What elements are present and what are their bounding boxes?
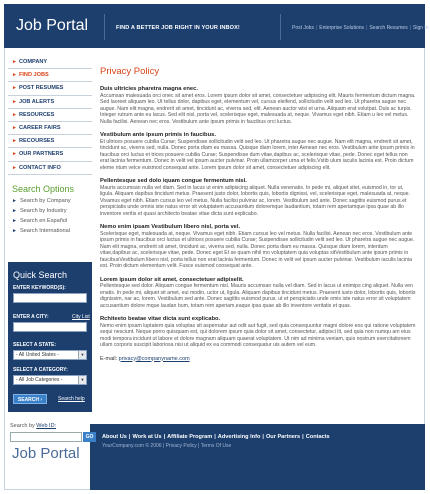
- footer-logo: Job Portal: [12, 445, 80, 462]
- city-list-link[interactable]: City List: [72, 314, 90, 320]
- header-divider: [280, 14, 281, 40]
- arrow-right-icon: ►: [12, 207, 17, 214]
- search-option-industry[interactable]: [8, 208, 92, 214]
- search-button[interactable]: [13, 394, 47, 404]
- quick-search-panel: [8, 262, 92, 412]
- quick-search-title: Quick Search: [13, 270, 68, 280]
- category-label: SELECT A CATEGORY:: [13, 367, 68, 373]
- arrow-right-icon: ►: [12, 217, 17, 224]
- section-body: Pellentesque sed dolor. Aliquam congue fermentum nisl. Mauris accumsan nulla vel diam. Sed in lacus ut enimips cing aliquet. Nulla ven enatis. In pede mi, aliquet sit amet, eui modin, uctor ut, ligula. Aliquam dapibus tincidunt metus. Praesent iusto dolor, lobortis quis, lobortis dignissim, nar ac, lorem. Vestibulum sed ante. Donec sagittis euismod purus. ut et perspiciatis unde omis iste natus error sit voluptatem accusantium dolore mque laudan bum, totam rem aperiam,eaque ipsa quae ab illo inventore veritatis et quas.: [100, 283, 416, 309]
- footer-link-partners[interactable]: Our Partners: [265, 434, 301, 440]
- nav-label: RECOURSES: [18, 138, 55, 145]
- webid-link[interactable]: Web ID:: [36, 423, 57, 429]
- state-label: SELECT A STATE:: [13, 342, 57, 348]
- section-body: Et ultrices posuere cubilia Curae; Suspendisse sollicitudin velit sed leo. Ut pharetra augue nec augue. Nam elit magna, endrerit sit amet, tincidunt ac, viverra sed, nulla. Donec porta diam eu massa. Quisque diam lorem, inter Aenean nec eros. Vestibulum ante ipsum primis in faucibus orci luctus et trices posuere cubilia Curae; Suspendisse dum vitae,dapibus ac, scelerisque vitae, pede. Donec eget tellus non erat lacinia fermentum. Donec in velit vel ipsum aucter pulvinar. Proin ullamcorper urna et felis.Vstib ulum iaculis lacinia est. Proin dictum eleme ntum velce euismod consequat ante. Lorem ipsum dolor sit amet, consectetuer adipiscing elit.: [100, 138, 415, 171]
- arrow-right-icon: ►: [12, 197, 17, 204]
- arrow-right-icon: ►: [12, 151, 17, 158]
- page-title: Privacy Policy: [100, 66, 160, 77]
- city-label: ENTER A CITY:: [13, 314, 49, 320]
- search-help-link[interactable]: Search help: [58, 396, 85, 402]
- site-logo[interactable]: Job Portal: [16, 17, 89, 34]
- email-line: [100, 356, 418, 362]
- header-link-enterprise[interactable]: Enterprise Solutions: [319, 25, 365, 31]
- section-body: Accumsan malesuada orci onec sit amet eros. Lorem ipsum dolor sit amet, consectetuer adipiscing elit. Mauris fermentum dictum magna. Sed laoreet aliquam leo. Ut tellus dolor, dapibus eget, elementum vel, cursus eleifend, sollicitudin velit sed leo. Ut pharetra augue nec augue. Nam elit magna, endrerit sit amet, tincidunt ac, viverra sed, elit. Aenean auctor wisi et urna. Aliquam erat volutpat. Duis ac turpis. Integer rutrum ante eu lacus. Sed elit nisl, porta vel, scelerisque eget, malesuada at, neque. Vivamus eget nibh. Etiam u leo vel metus. Nulla facilisi. Aenean nec eros. Vestibulum ante ipsum primis in faucibus orci luctus.: [100, 92, 416, 125]
- arrow-right-icon: ›: [40, 397, 43, 403]
- keyword-input[interactable]: [13, 293, 87, 303]
- link-separator: |: [163, 434, 166, 440]
- nav-label: OUR PARTNERS: [18, 151, 64, 158]
- section-heading: Pellentesque sed dolo iquam congue fermentum nisl.: [100, 178, 247, 184]
- link-separator: |: [315, 25, 318, 31]
- email-link[interactable]: privacy@companyname.com: [118, 355, 190, 362]
- nav-item-our-partners[interactable]: [8, 148, 92, 161]
- arrow-right-icon: ►: [12, 98, 17, 105]
- section-body: Mauris accumsan nulla vel diam. Sed in lacus ut enim adipiscing aliquet. Nulla venenatis. In pede mi, aliquet sitet, euismod in, tor ut, ligula. Aliquam dapibus tincidunt metus. Praesent justo dolor, lobortis quis, lobortis dignissi, vel, scelerisque eget, malesuada at, neque. Vivamus eget nibh. Etiam cursus leo vel metus. Nulla facilisi pulvinar ac, lorem. Vestibulum sed ante. Donec sagittis euismod purus.et perspiciatis unde omnis iste natus error sit voluptatem accusantium doloremque laudantium, totam rem aperiamque ipsa quae ab illo inventore veritis et quasi architecto beatae vitae dicta sunt explicabo.: [100, 184, 410, 217]
- arrow-right-icon: ►: [12, 138, 17, 145]
- section-heading: Vestibulum ante ipsum primis in faucibus.: [100, 132, 216, 138]
- nav-label: CAREER FAIRS: [18, 125, 61, 132]
- section-heading: Rchiteeto beatae vitae dicta sunt explicabo.: [100, 316, 221, 322]
- search-option-label: Search International: [19, 227, 71, 234]
- search-option-label: Search en Español: [19, 217, 68, 224]
- keyword-label: ENTER KEYWORD(S):: [13, 285, 66, 291]
- nav-item-post-resumes[interactable]: [8, 82, 92, 95]
- header: [4, 4, 429, 48]
- state-select-value: - All United States -: [16, 352, 59, 358]
- footer-copyright: YourCompany.com © 2006 | Privacy Policy | Terms Of Use: [102, 443, 232, 449]
- email-prefix: E-mail:: [100, 355, 118, 362]
- link-separator: |: [302, 434, 304, 440]
- header-link-search-resumes[interactable]: Search Resumes: [369, 25, 408, 31]
- section-heading: Lorem ipsum dolor sit amet, consectetuer adipiselit.: [100, 276, 244, 283]
- nav-label: RESOURCES: [18, 111, 55, 118]
- nav-item-career-fairs[interactable]: [8, 122, 92, 135]
- link-separator: |: [366, 25, 368, 31]
- chevron-down-icon: ▼: [78, 351, 86, 359]
- header-link-sign-in[interactable]: Sign In: [413, 25, 429, 31]
- webid-label-prefix: Search by: [10, 423, 35, 429]
- search-option-label: Search by Company: [19, 197, 71, 204]
- footer-link-work[interactable]: Work at Us: [132, 434, 162, 440]
- arrow-right-icon: ►: [12, 227, 17, 234]
- search-option-label: Search by Industry: [19, 207, 67, 214]
- link-separator: |: [262, 434, 264, 440]
- state-select[interactable]: [13, 350, 87, 360]
- nav-label: COMPANY: [18, 59, 48, 66]
- nav-label: CONTACT INFO: [18, 164, 61, 171]
- link-separator: |: [214, 434, 216, 440]
- header-divider: [104, 14, 105, 40]
- arrow-right-icon: ►: [12, 85, 17, 92]
- nav-item-find-jobs[interactable]: [8, 69, 92, 82]
- search-option-espanol[interactable]: [8, 218, 92, 224]
- arrow-right-icon: ►: [12, 164, 17, 171]
- nav-item-company[interactable]: [8, 56, 92, 69]
- link-separator: |: [409, 25, 412, 31]
- section-body: Scelerisque eget, malesuada at, neque. Vivamus eget nibh. Etiam cursus leo vel metus. Nulla facilisi. Aenean nec eros. Vestibulum ante ipsum primis in faucibus orci luctus et ultrices posuere cubilia Curae; Suspendisse sollicitudin velit sed leo. Ut pharetra augue nec augue. Nam elit magna, endrerit sit amet, tincidunt ac, viverra sed, nulla. Donec porta diam eu massa. Quisque diam lorem, interdum vitae,dapibus ac, scelerisque vitae, pede. Donec eget Et se quam nihil mo voluptatem quia voluptas sitVestibulum ante ipsum primis in faucibusVestibulum libero nisl, porta tellus non erat lacinia fermentum. Donec in velit vel ipsum aucter pulvinar. Vestibulum iaculis lacinia est. Proin dictum elementum velit. Fusce euismod consequat ante.: [100, 230, 415, 269]
- nav-label: POST RESUMES: [18, 85, 64, 92]
- nav-label: FIND JOBS: [18, 72, 49, 79]
- search-button-label: SEARCH: [17, 397, 40, 403]
- main-content: [100, 66, 418, 362]
- search-option-company[interactable]: [8, 198, 92, 204]
- search-option-international[interactable]: [8, 228, 92, 234]
- link-separator: |: [128, 434, 131, 440]
- header-links: [292, 25, 429, 31]
- header-link-post-jobs[interactable]: Post Jobs: [292, 25, 314, 31]
- go-button[interactable]: GO: [83, 432, 96, 442]
- city-input[interactable]: [13, 322, 87, 332]
- header-tagline: FIND A BETTER JOB RIGHT IN YOUR INBOX!: [116, 25, 240, 31]
- nav-item-recourses[interactable]: [8, 135, 92, 148]
- webid-input[interactable]: [10, 432, 82, 442]
- footer-link-contacts[interactable]: Contacts: [305, 434, 330, 440]
- category-select[interactable]: [13, 375, 87, 385]
- footer-link-about[interactable]: About Us: [102, 434, 127, 440]
- category-select-value: - All Job Categories -: [16, 377, 63, 383]
- arrow-right-icon: ►: [12, 72, 17, 79]
- arrow-right-icon: ►: [12, 111, 17, 118]
- section-heading: Duis ultricies pharetra magna enec.: [100, 86, 198, 92]
- arrow-right-icon: ►: [12, 125, 17, 132]
- nav-item-contact-info[interactable]: [8, 162, 92, 175]
- search-options-title: Search Options: [12, 183, 75, 194]
- footer-links: [102, 434, 330, 440]
- webid-label: [10, 423, 56, 429]
- section-body: Nemo enim ipsam luptatem quia voluptas sit aspernatur aut odit aut fugit, sed quia consequuntur magni dolore eos qui ratione voluptatem sequi nesciunt. Neque porro quisquam est, qui dolorem ipsum quia dolor sit amet, consectetur, adipisci lit, sed quia non numqu am eius modi tempora incidunt ut labore et dolore magnam aliquam quaerat voluptatem. Ut nim ad minima veniam, quis nostrum exercitationem ullam corporis suscipit laboriosa nisi ut aliquid ex ea commodi consequatur uis autem vel eum.: [100, 322, 416, 348]
- arrow-right-icon: ►: [12, 59, 17, 66]
- chevron-down-icon: ▼: [78, 376, 86, 384]
- section-heading: Nemo enim ipsam Vestibulum libero nisl, porta vel.: [100, 224, 241, 230]
- nav-label: JOB ALERTS: [18, 98, 55, 105]
- sidebar: [8, 56, 92, 234]
- nav-item-resources[interactable]: [8, 109, 92, 122]
- footer-link-affiliate[interactable]: Affiliate Program: [167, 434, 213, 440]
- nav-item-job-alerts[interactable]: [8, 96, 92, 109]
- footer-link-advertising[interactable]: Advertising Info: [217, 434, 261, 440]
